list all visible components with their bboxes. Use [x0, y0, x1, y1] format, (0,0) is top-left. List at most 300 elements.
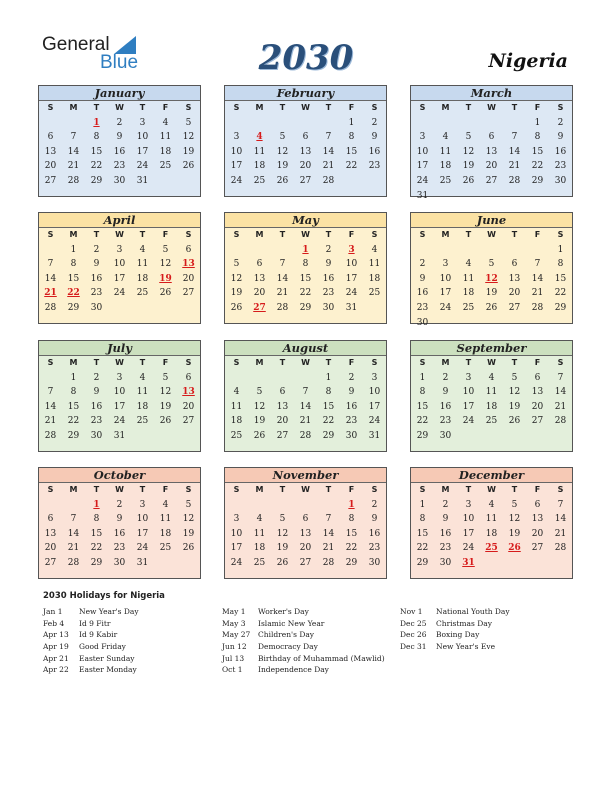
- empty-day-cell: [503, 116, 526, 131]
- day-cell: 23: [90, 288, 103, 299]
- day-cell: 12: [508, 514, 521, 525]
- empty-day-cell: [503, 444, 526, 459]
- day-cell: 12: [182, 132, 195, 143]
- day-cell: 16: [554, 146, 567, 157]
- week-row: [225, 429, 386, 444]
- holiday-item: [222, 606, 385, 618]
- day-cell: 3: [233, 132, 240, 143]
- page-title-year: 2030: [258, 38, 354, 78]
- weekday-label: S: [419, 358, 426, 367]
- week-row: [411, 272, 572, 287]
- week-row: [225, 541, 386, 556]
- day-cell: 26: [230, 302, 243, 313]
- week-row: [411, 174, 572, 189]
- weekday-label: W: [487, 485, 496, 494]
- holiday-item: [400, 618, 510, 630]
- day-cell: 18: [230, 416, 243, 427]
- empty-day-cell: [363, 444, 386, 459]
- empty-day-cell: [363, 301, 386, 316]
- empty-day-cell: [154, 189, 177, 204]
- day-cell: 12: [253, 401, 266, 412]
- day-cell: 24: [416, 175, 429, 186]
- weekday-label: S: [185, 485, 192, 494]
- day-cell: 2: [325, 244, 332, 255]
- empty-day-cell: [340, 571, 363, 586]
- holiday-name: National Youth Day: [436, 607, 510, 616]
- holiday-item: [400, 629, 510, 641]
- week-row: [225, 571, 386, 586]
- empty-day-cell: [131, 571, 154, 586]
- month-title: June: [411, 213, 572, 228]
- day-cell: 2: [371, 117, 378, 128]
- holiday-day-cell: 19: [159, 273, 172, 284]
- empty-day-cell: [39, 444, 62, 459]
- day-cell: 1: [348, 117, 355, 128]
- empty-day-cell: [526, 444, 549, 459]
- weekday-label: M: [69, 358, 78, 367]
- day-cell: 7: [325, 514, 332, 525]
- weekday-label: S: [371, 358, 378, 367]
- empty-day-cell: [480, 243, 503, 258]
- day-cell: 22: [554, 288, 567, 299]
- day-cell: 21: [44, 416, 57, 427]
- day-cell: 25: [230, 430, 243, 441]
- week-row: [225, 400, 386, 415]
- day-cell: 23: [113, 543, 126, 554]
- empty-day-cell: [62, 571, 85, 586]
- empty-day-cell: [177, 429, 200, 444]
- empty-day-cell: [457, 189, 480, 204]
- holiday-day-cell: 13: [182, 259, 195, 270]
- day-cell: 25: [462, 302, 475, 313]
- day-cell: 14: [299, 401, 312, 412]
- day-cell: 18: [368, 273, 381, 284]
- empty-day-cell: [411, 116, 434, 131]
- empty-day-cell: [526, 316, 549, 331]
- day-cell: 5: [279, 132, 286, 143]
- day-cell: 15: [90, 146, 103, 157]
- holiday-day-cell: 1: [348, 499, 355, 510]
- weekday-header: [39, 483, 200, 498]
- day-cell: 5: [465, 132, 472, 143]
- day-cell: 3: [233, 514, 240, 525]
- empty-day-cell: [39, 243, 62, 258]
- weekday-label: T: [279, 230, 286, 239]
- day-cell: 9: [325, 259, 332, 270]
- day-cell: 2: [557, 117, 564, 128]
- day-cell: 7: [557, 499, 564, 510]
- empty-day-cell: [526, 429, 549, 444]
- day-cell: 28: [67, 175, 80, 186]
- weekday-label: F: [162, 358, 169, 367]
- weekday-label: T: [93, 485, 100, 494]
- day-cell: 11: [485, 387, 498, 398]
- empty-day-cell: [363, 571, 386, 586]
- day-cell: 6: [185, 244, 192, 255]
- holiday-item: [43, 606, 139, 618]
- day-cell: 1: [70, 372, 77, 383]
- empty-day-cell: [39, 371, 62, 386]
- week-row: [39, 498, 200, 513]
- month-title: July: [39, 341, 200, 356]
- holiday-name: Children's Day: [258, 630, 315, 640]
- empty-day-cell: [271, 116, 294, 131]
- holiday-name: Id 9 Fitr: [79, 618, 111, 628]
- day-cell: 17: [136, 528, 149, 539]
- day-cell: 14: [44, 273, 57, 284]
- holiday-item: [222, 618, 385, 630]
- empty-day-cell: [248, 571, 271, 586]
- day-cell: 11: [253, 146, 266, 157]
- day-cell: 19: [182, 528, 195, 539]
- empty-day-cell: [225, 371, 248, 386]
- day-cell: 30: [113, 175, 126, 186]
- day-cell: 23: [439, 416, 452, 427]
- weekday-label: T: [93, 230, 100, 239]
- day-cell: 7: [70, 514, 77, 525]
- weekday-label: S: [557, 485, 564, 494]
- holiday-item: [400, 641, 510, 653]
- day-cell: 10: [416, 146, 429, 157]
- weekday-label: T: [511, 230, 518, 239]
- day-cell: 25: [439, 175, 452, 186]
- empty-day-cell: [503, 556, 526, 571]
- empty-day-cell: [434, 189, 457, 204]
- weekday-label: S: [419, 103, 426, 112]
- day-cell: 24: [230, 557, 243, 568]
- empty-day-cell: [225, 189, 248, 204]
- weekday-label: T: [279, 103, 286, 112]
- day-cell: 29: [322, 430, 335, 441]
- empty-day-cell: [39, 498, 62, 513]
- day-cell: 22: [416, 416, 429, 427]
- day-cell: 11: [253, 528, 266, 539]
- day-cell: 5: [185, 117, 192, 128]
- weekday-label: F: [348, 230, 355, 239]
- weekday-label: W: [115, 358, 124, 367]
- month-title: September: [411, 341, 572, 356]
- day-cell: 14: [554, 387, 567, 398]
- day-cell: 9: [557, 132, 564, 143]
- day-cell: 20: [485, 161, 498, 172]
- weekday-label: T: [279, 485, 286, 494]
- week-row: [39, 556, 200, 571]
- day-cell: 11: [439, 146, 452, 157]
- day-cell: 5: [511, 372, 518, 383]
- day-cell: 12: [276, 528, 289, 539]
- day-cell: 8: [419, 387, 426, 398]
- day-cell: 19: [508, 401, 521, 412]
- day-cell: 16: [439, 401, 452, 412]
- empty-day-cell: [317, 444, 340, 459]
- weekday-label: M: [441, 358, 450, 367]
- empty-day-cell: [62, 316, 85, 331]
- day-cell: 27: [508, 302, 521, 313]
- day-cell: 15: [416, 401, 429, 412]
- day-cell: 8: [348, 514, 355, 525]
- holiday-date: Jul 13: [222, 653, 245, 663]
- day-cell: 3: [371, 372, 378, 383]
- month-march: [410, 85, 573, 201]
- day-cell: 2: [442, 499, 449, 510]
- day-cell: 12: [230, 273, 243, 284]
- day-cell: 13: [253, 273, 266, 284]
- day-cell: 1: [325, 372, 332, 383]
- empty-day-cell: [549, 316, 572, 331]
- empty-day-cell: [549, 429, 572, 444]
- day-cell: 25: [253, 557, 266, 568]
- weekday-header: [411, 228, 572, 243]
- empty-day-cell: [271, 189, 294, 204]
- day-cell: 6: [488, 132, 495, 143]
- week-row: [225, 130, 386, 145]
- month-title: November: [225, 468, 386, 483]
- day-cell: 28: [276, 302, 289, 313]
- empty-day-cell: [154, 556, 177, 571]
- day-cell: 23: [113, 161, 126, 172]
- weekday-label: S: [233, 485, 240, 494]
- day-cell: 6: [511, 259, 518, 270]
- empty-day-cell: [62, 444, 85, 459]
- day-cell: 26: [462, 175, 475, 186]
- day-cell: 21: [67, 543, 80, 554]
- week-row: [225, 316, 386, 331]
- day-cell: 28: [554, 416, 567, 427]
- holiday-column: [43, 606, 139, 676]
- week-row: [225, 527, 386, 542]
- day-cell: 17: [462, 528, 475, 539]
- holiday-name: Id 9 Kabir: [79, 630, 118, 640]
- weekday-label: F: [348, 358, 355, 367]
- month-title: October: [39, 468, 200, 483]
- day-cell: 20: [531, 528, 544, 539]
- holiday-date: May 1: [222, 607, 246, 616]
- holiday-item: [43, 629, 139, 641]
- holiday-day-cell: 12: [485, 273, 498, 284]
- weekday-label: M: [441, 103, 450, 112]
- weekday-label: S: [557, 358, 564, 367]
- week-row: [411, 286, 572, 301]
- weekday-header: [39, 101, 200, 116]
- day-cell: 3: [419, 132, 426, 143]
- day-cell: 12: [276, 146, 289, 157]
- week-row: [225, 116, 386, 131]
- empty-day-cell: [108, 444, 131, 459]
- day-cell: 15: [322, 401, 335, 412]
- weekday-header: [225, 356, 386, 371]
- empty-day-cell: [434, 116, 457, 131]
- day-cell: 23: [322, 288, 335, 299]
- empty-day-cell: [457, 571, 480, 586]
- day-cell: 11: [136, 387, 149, 398]
- day-cell: 6: [256, 259, 263, 270]
- day-cell: 6: [534, 372, 541, 383]
- week-row: [39, 174, 200, 189]
- week-row: [39, 272, 200, 287]
- day-cell: 9: [93, 259, 100, 270]
- holiday-day-cell: 1: [93, 499, 100, 510]
- weekday-label: T: [511, 358, 518, 367]
- day-cell: 23: [368, 161, 381, 172]
- day-cell: 26: [485, 302, 498, 313]
- week-row: [411, 571, 572, 586]
- day-cell: 15: [67, 273, 80, 284]
- day-cell: 13: [276, 401, 289, 412]
- day-cell: 28: [299, 430, 312, 441]
- empty-day-cell: [340, 316, 363, 331]
- empty-day-cell: [317, 571, 340, 586]
- holiday-item: [222, 653, 385, 665]
- day-cell: 13: [44, 146, 57, 157]
- month-title: January: [39, 86, 200, 101]
- day-cell: 29: [90, 557, 103, 568]
- day-cell: 16: [322, 273, 335, 284]
- day-cell: 10: [462, 514, 475, 525]
- weekday-label: T: [511, 103, 518, 112]
- week-row: [411, 414, 572, 429]
- empty-day-cell: [317, 498, 340, 513]
- empty-day-cell: [526, 571, 549, 586]
- weekday-header: [225, 228, 386, 243]
- month-title: December: [411, 468, 572, 483]
- holiday-date: Apr 19: [43, 642, 69, 652]
- day-cell: 15: [67, 401, 80, 412]
- day-cell: 27: [182, 416, 195, 427]
- day-cell: 19: [508, 528, 521, 539]
- day-cell: 3: [139, 117, 146, 128]
- weekday-label: S: [557, 103, 564, 112]
- day-cell: 26: [182, 543, 195, 554]
- day-cell: 3: [116, 372, 123, 383]
- day-cell: 30: [439, 430, 452, 441]
- weekday-label: T: [325, 358, 332, 367]
- day-cell: 26: [508, 416, 521, 427]
- weekday-label: F: [162, 485, 169, 494]
- holiday-date: Jun 12: [222, 642, 247, 652]
- day-cell: 27: [531, 543, 544, 554]
- empty-day-cell: [340, 174, 363, 189]
- day-cell: 16: [439, 528, 452, 539]
- day-cell: 13: [44, 528, 57, 539]
- day-cell: 15: [299, 273, 312, 284]
- empty-day-cell: [177, 189, 200, 204]
- week-row: [39, 371, 200, 386]
- holiday-day-cell: 3: [348, 244, 355, 255]
- week-row: [39, 159, 200, 174]
- day-cell: 7: [47, 259, 54, 270]
- day-cell: 24: [462, 416, 475, 427]
- day-cell: 18: [462, 288, 475, 299]
- day-cell: 4: [139, 244, 146, 255]
- empty-day-cell: [154, 174, 177, 189]
- empty-day-cell: [340, 444, 363, 459]
- weekday-header: [39, 228, 200, 243]
- day-cell: 26: [159, 288, 172, 299]
- day-cell: 14: [554, 514, 567, 525]
- weekday-label: T: [465, 485, 472, 494]
- weekday-label: W: [487, 230, 496, 239]
- week-row: [411, 243, 572, 258]
- week-row: [39, 385, 200, 400]
- day-cell: 24: [136, 161, 149, 172]
- holiday-item: [222, 629, 385, 641]
- empty-day-cell: [549, 571, 572, 586]
- weekday-label: S: [47, 230, 54, 239]
- week-row: [411, 301, 572, 316]
- day-cell: 6: [185, 372, 192, 383]
- weekday-label: W: [301, 103, 310, 112]
- weekday-label: S: [185, 103, 192, 112]
- day-cell: 3: [465, 499, 472, 510]
- empty-day-cell: [549, 189, 572, 204]
- holiday-name: Easter Monday: [79, 665, 137, 675]
- day-cell: 4: [233, 387, 240, 398]
- week-row: [39, 286, 200, 301]
- day-cell: 11: [485, 514, 498, 525]
- day-cell: 15: [554, 273, 567, 284]
- weekday-header: [411, 483, 572, 498]
- day-cell: 5: [256, 387, 263, 398]
- day-cell: 2: [116, 117, 123, 128]
- empty-day-cell: [434, 444, 457, 459]
- day-cell: 2: [419, 259, 426, 270]
- weekday-label: M: [69, 230, 78, 239]
- weekday-label: F: [162, 230, 169, 239]
- holiday-day-cell: 27: [253, 302, 266, 313]
- empty-day-cell: [294, 444, 317, 459]
- day-cell: 16: [368, 528, 381, 539]
- weekday-label: F: [534, 103, 541, 112]
- empty-day-cell: [526, 189, 549, 204]
- week-row: [411, 527, 572, 542]
- day-cell: 12: [159, 387, 172, 398]
- week-row: [225, 414, 386, 429]
- empty-day-cell: [271, 444, 294, 459]
- month-title: February: [225, 86, 386, 101]
- weekday-label: T: [93, 103, 100, 112]
- empty-day-cell: [154, 444, 177, 459]
- day-cell: 9: [348, 387, 355, 398]
- day-cell: 30: [113, 557, 126, 568]
- day-cell: 10: [345, 259, 358, 270]
- day-cell: 8: [419, 514, 426, 525]
- empty-day-cell: [154, 316, 177, 331]
- day-cell: 24: [230, 175, 243, 186]
- week-row: [411, 130, 572, 145]
- day-cell: 1: [419, 499, 426, 510]
- day-cell: 6: [302, 132, 309, 143]
- empty-day-cell: [85, 189, 108, 204]
- day-cell: 13: [299, 528, 312, 539]
- empty-day-cell: [177, 571, 200, 586]
- day-cell: 28: [531, 302, 544, 313]
- day-cell: 10: [439, 273, 452, 284]
- day-cell: 9: [93, 387, 100, 398]
- empty-day-cell: [248, 316, 271, 331]
- day-cell: 21: [276, 288, 289, 299]
- day-cell: 11: [159, 132, 172, 143]
- day-cell: 6: [47, 132, 54, 143]
- weekday-header: [225, 483, 386, 498]
- empty-day-cell: [85, 444, 108, 459]
- weekday-label: M: [69, 485, 78, 494]
- day-cell: 10: [230, 528, 243, 539]
- weekday-label: S: [185, 230, 192, 239]
- week-row: [39, 400, 200, 415]
- weekday-label: W: [487, 358, 496, 367]
- day-cell: 28: [322, 557, 335, 568]
- weekday-label: S: [419, 485, 426, 494]
